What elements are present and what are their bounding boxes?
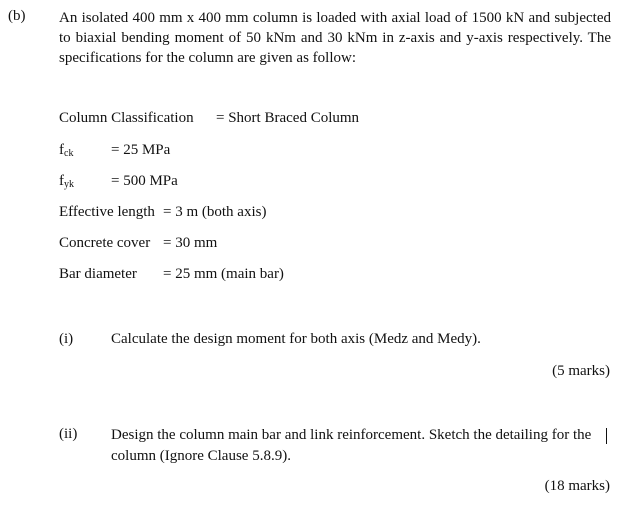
spec-classification-value: = Short Braced Column — [216, 110, 360, 126]
spec-bar-label: Bar diameter — [59, 266, 137, 282]
spec-fck-value: = 25 MPa — [111, 142, 171, 158]
spec-fyk-value: = 500 MPa — [111, 173, 178, 189]
spec-cover-value: = 30 mm — [163, 235, 218, 251]
spec-bar-value: = 25 mm (main bar) — [163, 266, 284, 282]
question-intro: An isolated 400 mm x 400 mm column is loaded with axial load of 1500 kN and subjected to biaxial bending moment of 50 kNm and 30 kNm in z-axis and y-axis respectively. The specifications for the column are given as follow: — [59, 10, 611, 66]
spec-fyk-label — [59, 173, 74, 190]
spec-fck-sub: ck — [64, 148, 74, 159]
spec-effective-length-label: Effective length — [59, 204, 155, 220]
spec-cover-label: Concrete cover — [59, 235, 151, 251]
part-i-text: Calculate the design moment for both axis (Medz and Medy). — [111, 331, 481, 347]
spec-fck-label — [59, 142, 73, 159]
part-ii-marks: (18 marks) — [544, 478, 610, 494]
part-i-marks: (5 marks) — [552, 363, 610, 379]
part-ii-text-block — [111, 425, 611, 467]
spec-fyk-sub: yk — [64, 179, 74, 190]
spec-fyk-main: f — [59, 173, 64, 189]
text-cursor — [606, 428, 607, 444]
part-ii-label: (ii) — [59, 426, 78, 442]
spec-classification-label: Column Classification — [59, 110, 194, 126]
question-label: (b) — [8, 8, 26, 24]
spec-fck-main: f — [59, 142, 64, 158]
spec-effective-length-value: = 3 m (both axis) — [163, 204, 267, 220]
part-ii-text: Design the column main bar and link reinforcement. Sketch the detailing for the column (Ignore Clause 5.8.9). — [111, 427, 592, 464]
part-i-label: (i) — [59, 331, 74, 347]
